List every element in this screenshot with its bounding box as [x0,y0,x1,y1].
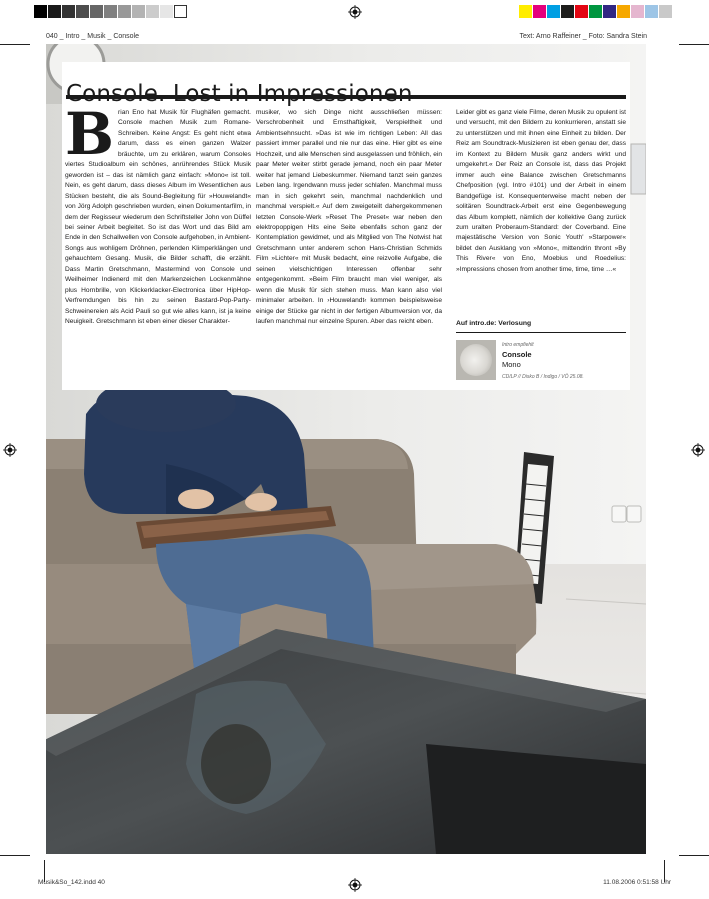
color-swatch [659,5,672,18]
article-text-panel [62,62,630,390]
album-cover [456,340,496,380]
color-swatch [645,5,658,18]
registration-mark-left [3,443,17,457]
title-divider [66,95,626,99]
crop-mark [679,44,709,45]
column-3-text: Leider gibt es ganz viele Filme, deren Musik zu opulent ist und versucht, mit den Bildern zu konkurrieren, anstatt sie zu unterstützen und mit ihnen eine Einheit zu bilden. Der Reiz am Soundtrack-Musizieren ist eben genau der, dass im Kontext zu Bildern Musik ganz anders wirkt und umgekehrt.« Der Reiz an Console ist, dass das Projekt immer auch eine Balance zwischen Gretschmanns Chefposition (vgl. Intro #101) und der Arbeit in einem Bandgefüge ist. Konsequenterweise macht neben der solitären Soundtrack-Arbeit erst eine Gegenbewegung das Album komplett, nämlich der kollektive Gang zurück zum uralten Proberaum-Standard: der Coverband. Eine majestätische Version von Sonic Youth' »Starpower« bildet den Ausklang von »Mono«, mittendrin thront »By This River« von Eno, Moebius und Roedelius: »Impressions chosen from another time, time, time …« [456,109,626,273]
column-2-text: musiker, wo sich Dinge nicht ausschließen müssen: Verschrobenheit und Ernsthaftigkeit, Verspieltheit und Ambientsehnsucht. »Das ist wie im richtigen Leben: All das passiert immer parallel und nie nur das eine. Hier gibt es eine Hochzeit, und alle Menschen sind ausgelassen und fröhlich, ein paar Meter weiter stirbt gerade jemand, noch ein paar Meter weiter hat jemand Liebeskummer. Niemand tanzt sein ganzes Leben lang. Irgendwann muss jeder schlafen. Manchmal muss man in sich gekehrt sein, manchmal nachdenklich und manchmal verspielt.« Auf dem zweigeteilt dahergekommenen letzten Console-Werk »Reset The Preset« war neben den elektropoppigen Hits eine Seite ebenfalls schon ganz der Kontemplation gewidmet, und als Mitglied von The Notwist hat Gretschmann unter anderem schon Hans-Christian Schmids Film »Lichter« mit Musik bedacht, eine reizvolle Aufgabe, die seinen vielschichtigen Interessen offenbar sehr entgegenkommt. »Beim Film braucht man viel weniger, als wenn die Musik für sich stehen muss. Man kann also viel minimaler arbeiten. In ›Houwelandt‹ kommen beispielsweise einige der Stücke gar nicht in der fertigen Albumversion vor, da laufen manchmal nur einzelne Spuren. Aber das reicht eben. [256,109,442,326]
review-divider [456,332,626,333]
color-swatch [547,5,560,18]
crop-mark [679,855,709,856]
color-swatch [76,5,89,18]
color-swatch [617,5,630,18]
color-swatch [146,5,159,18]
slug-file-name: Musik&So_142.indd 40 [38,879,105,886]
review-artist: Console [502,350,532,359]
article-column-1 [65,100,251,328]
running-header-section: 040 _ Intro _ Musik _ Console [46,33,139,40]
review-label: Intro empfiehlt [502,342,534,348]
registration-mark-right [691,443,705,457]
color-swatch [603,5,616,18]
color-swatch [575,5,588,18]
registration-mark-top [348,5,362,19]
color-swatch [62,5,75,18]
running-header-credits: Text: Arno Raffeiner _ Foto: Sandra Stein [519,33,647,40]
raffle-link[interactable]: Auf intro.de: Verlosung [456,320,532,327]
drop-cap: B [65,100,115,168]
registration-mark-bottom [348,878,362,892]
color-swatch [519,5,532,18]
color-swatch [90,5,103,18]
slug-timestamp: 11.08.2006 0:51:58 Uhr [603,879,671,886]
color-swatch [561,5,574,18]
color-swatch [631,5,644,18]
article-column-2 [256,108,442,328]
color-swatch [48,5,61,18]
review-album: Mono [502,360,521,369]
review-release-info: CD/LP // Disko B / Indigo / VÖ 25.08. [502,374,584,380]
color-swatch [132,5,145,18]
color-swatch [34,5,47,18]
crop-mark [0,44,30,45]
crop-mark [0,855,30,856]
color-swatch [174,5,187,18]
color-swatch [160,5,173,18]
color-swatch [104,5,117,18]
color-swatch [533,5,546,18]
color-swatch [118,5,131,18]
color-swatch [589,5,602,18]
column-1-text: rian Eno hat Musik für Flughäfen gemacht. Console machen Musik zum Romane-Schreiben. Keine Angst: Es geht nicht etwa darum, dass es einen ganzen Walzer bräuchte, um zu erklären, warum Consoles viertes Studioalbum ein schönes, anrührendes Stück Musik geworden ist – das ist nämlich ganz einfach: »Mono« ist toll. Nein, es geht darum, dass dieses Album im Wesentlichen aus Stücken besteht, die als Sound-Begleitung für »Houwelandt« von Jörg Adolph geschrieben wurden, einen Dokumentarfilm, in dem der Regisseur wiederum den Schriftsteller John von Düffel bei seiner Arbeit begleitet. So ist das Wort und das Bild am Ende in den Schallwellen von Console aufgehoben, in Ambient-Songs aus wohligem Dröhnen, perlenden Klimperklängen und gehauchtem Gesang. Musik, die Bilder schafft, die erzählt. Dass Martin Gretschmann, Mastermind von Console und Weilheimer Indienerd mit den Markenzeichen Lockenmähne plus Hornbrille, von Klickerklacker-Electronica über HipHop-Verfremdungen bis hin zu seinen Bastard-Pop-Party-Schweinereien als Acid Pauli so gut wie alles kann, ist ja keine Neuigkeit. Gretschmann ist eben einer dieser Charakter- [65,109,251,326]
article-column-3 [456,108,626,275]
